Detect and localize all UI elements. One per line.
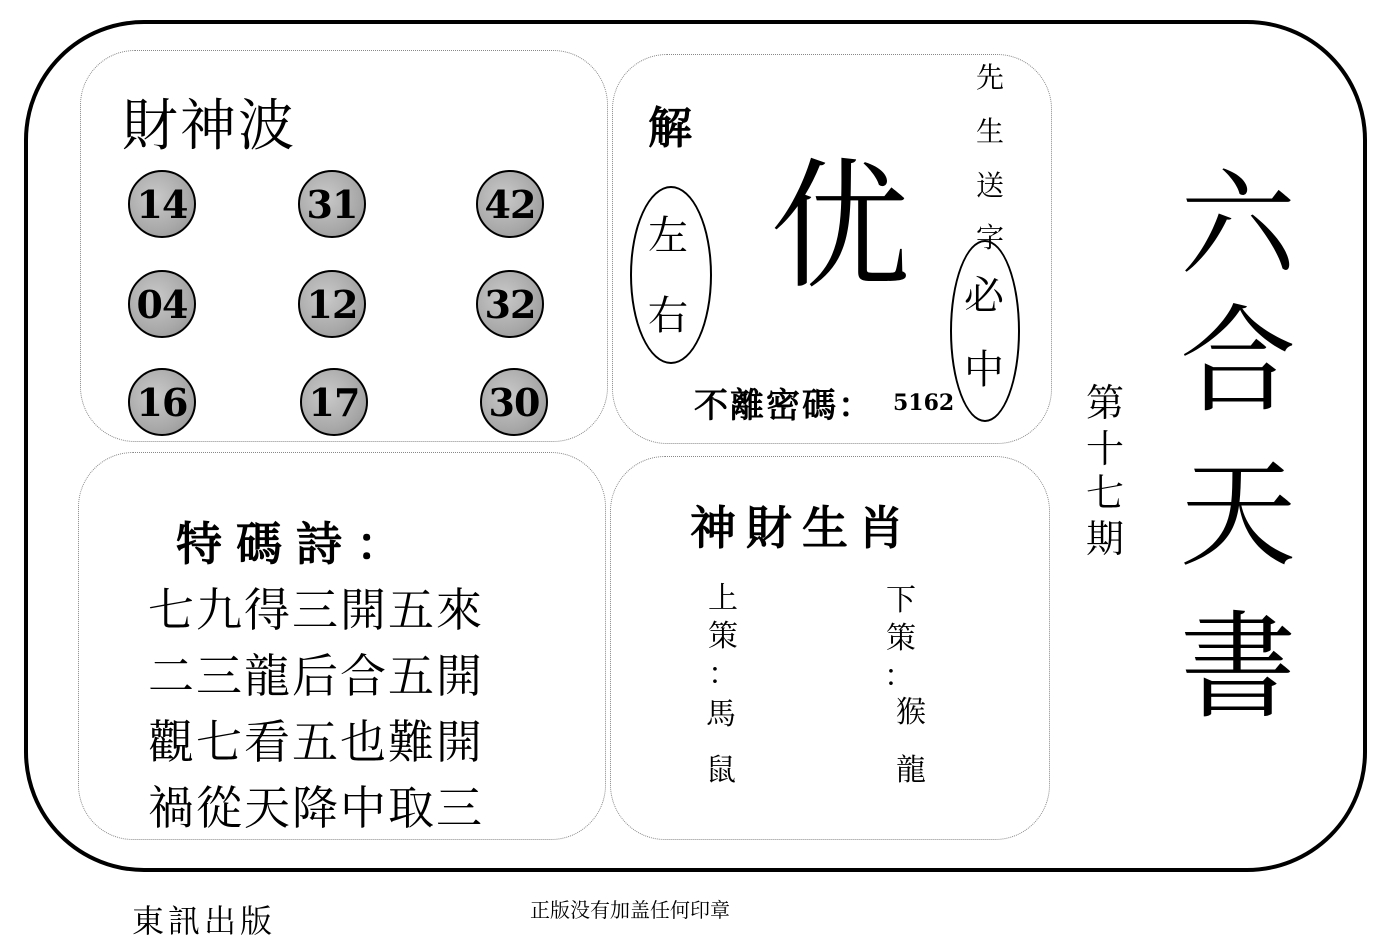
gift-char: 字: [976, 221, 1005, 254]
oval-char: 右: [648, 293, 688, 339]
lower-animal: 龍: [896, 753, 926, 788]
period-char: 第: [1086, 381, 1125, 425]
gift-char: 送: [976, 169, 1005, 202]
upper-label-char: 策: [708, 619, 738, 654]
zodiac-title: 神財生肖: [690, 501, 914, 555]
number-ball: 32: [476, 270, 544, 338]
number-ball: 04: [128, 270, 196, 338]
poem-title: 特碼詩：: [176, 517, 416, 571]
gift-char: 生: [976, 115, 1005, 148]
upper-animal: 馬: [706, 697, 736, 732]
jie-label: 解: [648, 103, 692, 154]
poem-line: 七九得三開五來: [148, 583, 484, 637]
upper-label-char: 上: [708, 581, 738, 616]
lower-animal: 猴: [896, 695, 926, 730]
wave-title: 財神波: [122, 94, 296, 159]
oval-char: 必: [964, 273, 1004, 319]
main-character: 优: [770, 146, 911, 309]
number-ball: 12: [298, 270, 366, 338]
mima-value: 5162: [893, 390, 955, 416]
publisher-label: 東訊出版: [132, 902, 277, 940]
poem-line: 觀七看五也難開: [148, 715, 484, 769]
oval-char: 中: [964, 347, 1004, 393]
number-ball: 42: [476, 170, 544, 238]
gift-char: 先: [976, 61, 1005, 94]
period-char: 期: [1086, 517, 1125, 561]
upper-label-char: ：: [708, 657, 738, 692]
upper-animal: 鼠: [706, 753, 736, 788]
lower-label-char: ：: [884, 659, 914, 694]
title-char: 書: [1180, 600, 1296, 735]
mima-label: 不離密碼：: [694, 386, 874, 426]
number-ball: 14: [128, 170, 196, 238]
number-ball: 17: [300, 368, 368, 436]
number-ball: 30: [480, 368, 548, 436]
poem-line: 二三龍后合五開: [148, 649, 484, 703]
period-char: 十: [1086, 427, 1125, 471]
lower-label-char: 策: [886, 621, 916, 656]
number-ball: 16: [128, 368, 196, 436]
title-char: 六: [1180, 158, 1296, 293]
authenticity-note: 正版没有加盖任何印章: [530, 898, 730, 922]
title-char: 天: [1180, 448, 1296, 583]
title-char: 合: [1180, 294, 1296, 429]
number-ball: 31: [298, 170, 366, 238]
lower-label-char: 下: [886, 583, 916, 618]
oval-char: 左: [648, 213, 688, 259]
period-char: 七: [1086, 471, 1125, 515]
right-oval: [950, 240, 1020, 422]
poem-line: 禍從天降中取三: [148, 781, 484, 835]
